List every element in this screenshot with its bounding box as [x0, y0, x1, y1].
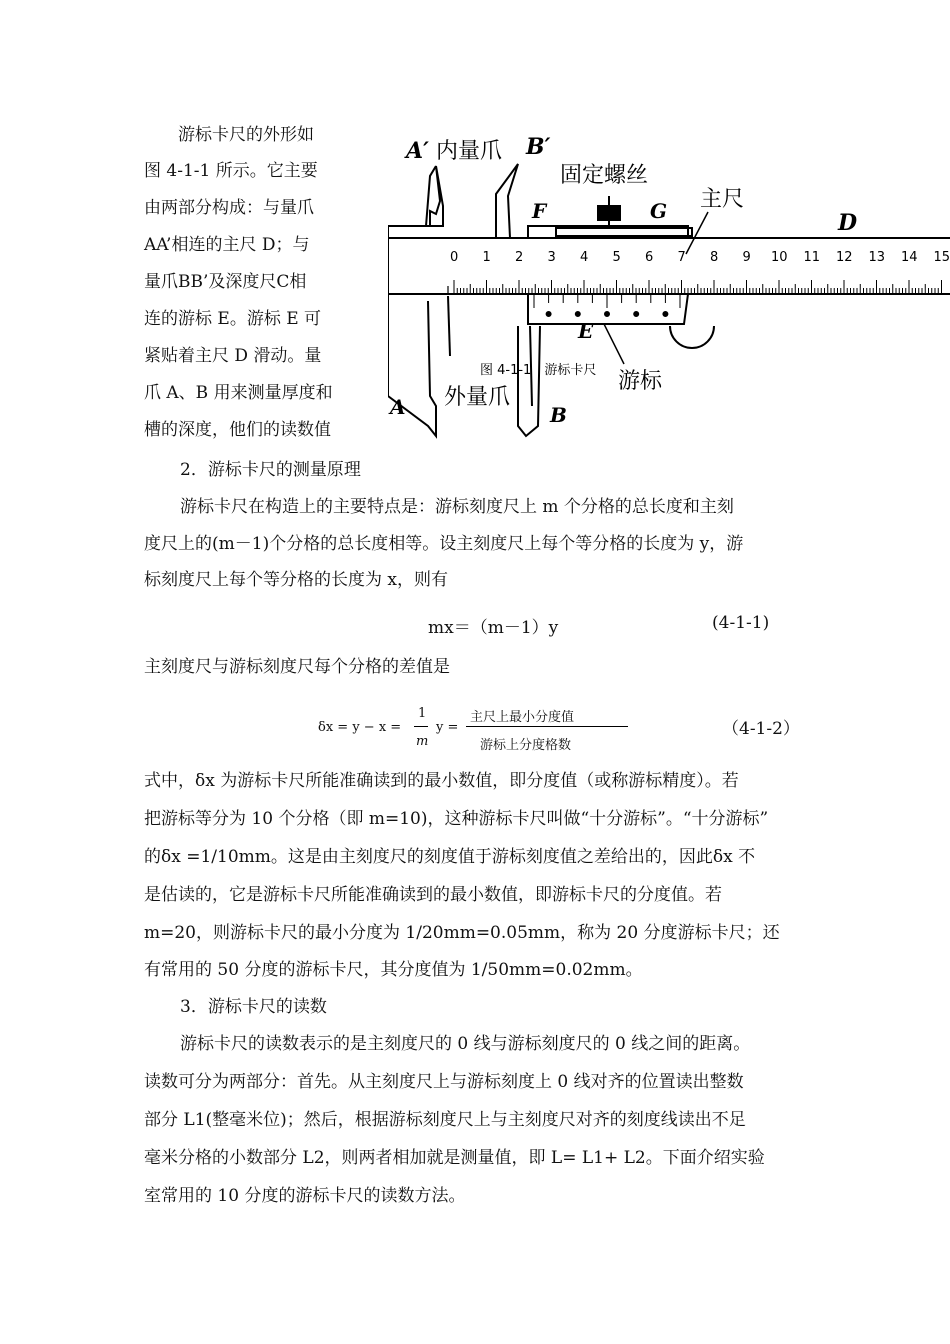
label-inner-jaw: 内量爪	[436, 139, 503, 164]
intro-line: 游标卡尺的外形如	[178, 125, 314, 145]
intro-line: AA’相连的主尺 D；与	[144, 235, 310, 255]
body-line: 标刻度尺上每个等分格的长度为 x，则有	[144, 570, 448, 590]
body-line: 读数可分为两部分：首先。从主刻度尺上与游标刻度上 0 线对齐的位置读出整数	[144, 1072, 744, 1092]
body-line: 度尺上的(m－1)个分格的总长度相等。设主刻度尺上每个等分格的长度为 y，游	[144, 534, 744, 554]
vernier-dot	[663, 312, 668, 317]
equation-1: mx＝（m－1）y	[428, 618, 559, 638]
label-d: D	[838, 210, 858, 236]
intro-line: 连的游标 E。游标 E 可	[144, 309, 322, 329]
label-b: B	[550, 403, 567, 427]
scale-number: 12	[836, 250, 853, 265]
label-e: E	[578, 319, 594, 343]
eq2-frac1-den: m	[416, 734, 429, 749]
body-line: 游标卡尺在构造上的主要特点是：游标刻度尺上 m 个分格的总长度和主刻	[180, 497, 734, 517]
label-vernier: 游标	[618, 369, 663, 394]
body-line: 的δx =1/10mm。这是由主刻度尺的刻度值于游标刻度值之差给出的，因此δx 不	[144, 847, 756, 867]
intro-line: 图 4-1-1 所示。它主要	[144, 161, 318, 181]
body-line: m=20，则游标卡尺的最小分度为 1/20mm=0.05mm，称为 20 分度游标卡尺；还	[144, 923, 780, 943]
equation-2	[318, 704, 638, 756]
label-main-scale: 主尺	[700, 187, 745, 212]
eq2-frac1-num: 1	[418, 706, 427, 721]
scale-number: 1	[482, 250, 491, 265]
equation-2-number: （4-1-2）	[722, 719, 800, 739]
label-b-prime: B′	[526, 134, 551, 160]
scale-number: 0	[450, 250, 459, 265]
scale-number: 8	[710, 250, 719, 265]
body-line: 是估读的，它是游标卡尺所能准确读到的最小数值，即游标卡尺的分度值。若	[144, 885, 722, 905]
scale-number: 15	[933, 250, 950, 265]
equation-1-number: (4-1-1)	[712, 613, 770, 633]
scale-number: 4	[580, 250, 589, 265]
section-heading: 2．游标卡尺的测量原理	[180, 460, 361, 480]
vernier-dot	[634, 312, 639, 317]
vernier-dot	[546, 312, 551, 317]
body-line: 有常用的 50 分度的游标卡尺，其分度值为 1/50mm=0.02mm。	[144, 960, 643, 980]
body-line: 主刻度尺与游标刻度尺每个分格的差值是	[144, 657, 450, 677]
scale-number: 10	[771, 250, 788, 265]
body-line: 室常用的 10 分度的游标卡尺的读数方法。	[144, 1186, 466, 1206]
label-a-prime: A′	[406, 138, 429, 164]
section-heading: 3．游标卡尺的读数	[180, 997, 327, 1017]
eq2-lhs: δx = y − x =	[318, 720, 402, 735]
body-line: 式中，δx 为游标卡尺所能准确读到的最小数值，即分度值（或称游标精度）。若	[144, 771, 739, 791]
intro-line: 紧贴着主尺 D 滑动。量	[144, 346, 322, 366]
scale-number: 5	[612, 250, 621, 265]
label-f: F	[532, 199, 547, 223]
scale-number: 14	[901, 250, 918, 265]
vernier-caliper-figure	[388, 126, 950, 441]
eq2-frac2-num: 主尺上最小分度值	[470, 710, 575, 725]
intro-line: 槽的深度，他们的读数值	[144, 420, 331, 440]
scale-number: 13	[868, 250, 886, 265]
scale-number: 11	[803, 250, 821, 265]
eq2-mid: y =	[436, 720, 459, 735]
label-screw: 固定螺丝	[560, 163, 649, 188]
intro-line: 爪 A、B 用来测量厚度和	[144, 383, 333, 403]
vernier-dot	[575, 312, 580, 317]
body-line: 部分 L1(整毫米位)；然后，根据游标刻度尺上与主刻度尺对齐的刻度线读出不足	[144, 1110, 746, 1130]
label-outer-jaw: 外量爪	[444, 385, 511, 410]
scale-number: 9	[742, 250, 751, 265]
label-g: G	[650, 199, 668, 223]
body-line: 把游标等分为 10 个分格（即 m=10)，这种游标卡尺叫做“十分游标”。“十分游标”	[144, 809, 769, 829]
scale-number: 6	[645, 250, 654, 265]
intro-line: 量爪BB’及深度尺C相	[144, 272, 307, 292]
scale-number: 2	[515, 250, 524, 265]
scale-number: 3	[547, 250, 556, 265]
figure-caption: 图 4-1-1 游标卡尺	[480, 363, 597, 378]
eq2-frac2-den: 游标上分度格数	[480, 738, 572, 753]
scale-number: 7	[677, 250, 686, 265]
label-a: A	[390, 395, 406, 419]
body-line: 毫米分格的小数部分 L2，则两者相加就是测量值，即 L= L1+ L2。下面介绍实验	[144, 1148, 765, 1168]
vernier-dot	[605, 312, 610, 317]
intro-line: 由两部分构成：与量爪	[144, 198, 314, 218]
body-line: 游标卡尺的读数表示的是主刻度尺的 0 线与游标刻度尺的 0 线之间的距离。	[180, 1034, 751, 1054]
